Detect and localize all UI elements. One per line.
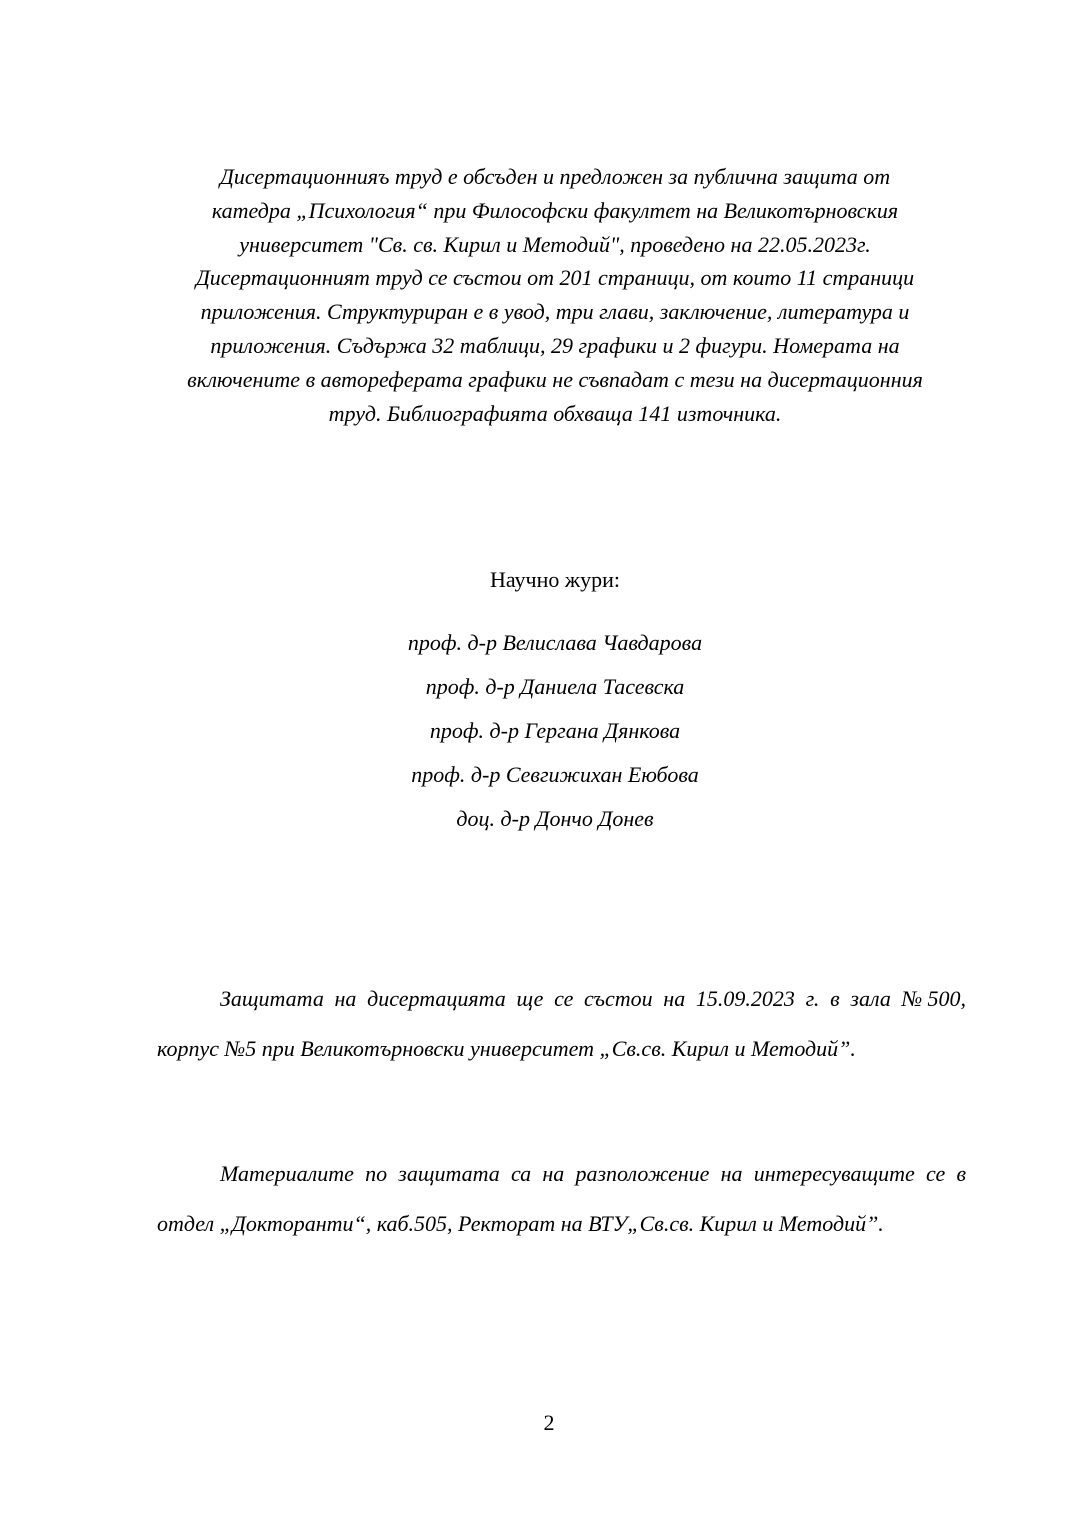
intro-line: приложения. Съдържа 32 таблици, 29 графики и 2 фигури. Номерата на xyxy=(210,332,900,358)
intro-line: катедра „Психология“ при Философски факултет на Великотърновския xyxy=(211,197,899,223)
jury-list xyxy=(0,621,1080,841)
jury-member: проф. д-р Велислава Чавдарова xyxy=(407,630,703,655)
intro-line: приложения. Структуриран е в увод, три глави, заключение, литература и xyxy=(200,299,910,325)
intro-line: Дисертационният труд се състои от 201 страници, от които 11 страници xyxy=(195,265,915,291)
materials-notice: Материалите по защитата са на разположение на интересуващите се в отдел „Докторанти“, каб.505, Ректорат на ВТУ„Св.св. Кирил и Методий”. xyxy=(157,1161,966,1236)
jury-member: доц. д-р Дончо Донев xyxy=(456,806,654,831)
intro-line: Дисертационнияъ труд е обсъден и предложен за публична защита от xyxy=(219,164,891,189)
intro-line: труд. Библиографията обхваща 141 източника. xyxy=(328,400,782,426)
jury-member: проф. д-р Даниела Тасевска xyxy=(425,674,685,699)
defense-notice: Защитата на дисертацията ще се състои на 15.09.2023 г. в зала №500, корпус №5 при Великотърновски университет „Св.св. Кирил и Методий”. xyxy=(157,986,966,1061)
intro-paragraph xyxy=(100,160,1010,430)
page-number: 2 xyxy=(543,1410,555,1435)
jury-member: проф. д-р Севгижихан Еюбова xyxy=(411,762,699,787)
jury-heading: Научно жури: xyxy=(490,567,620,592)
intro-line: включените в автореферата графики не съвпадат с тези на дисертационния xyxy=(187,366,923,392)
intro-line: университет "Св. св. Кирил и Методий", проведено на 22.05.2023г. xyxy=(239,231,871,257)
jury-member: проф. д-р Гергана Дянкова xyxy=(429,718,681,743)
